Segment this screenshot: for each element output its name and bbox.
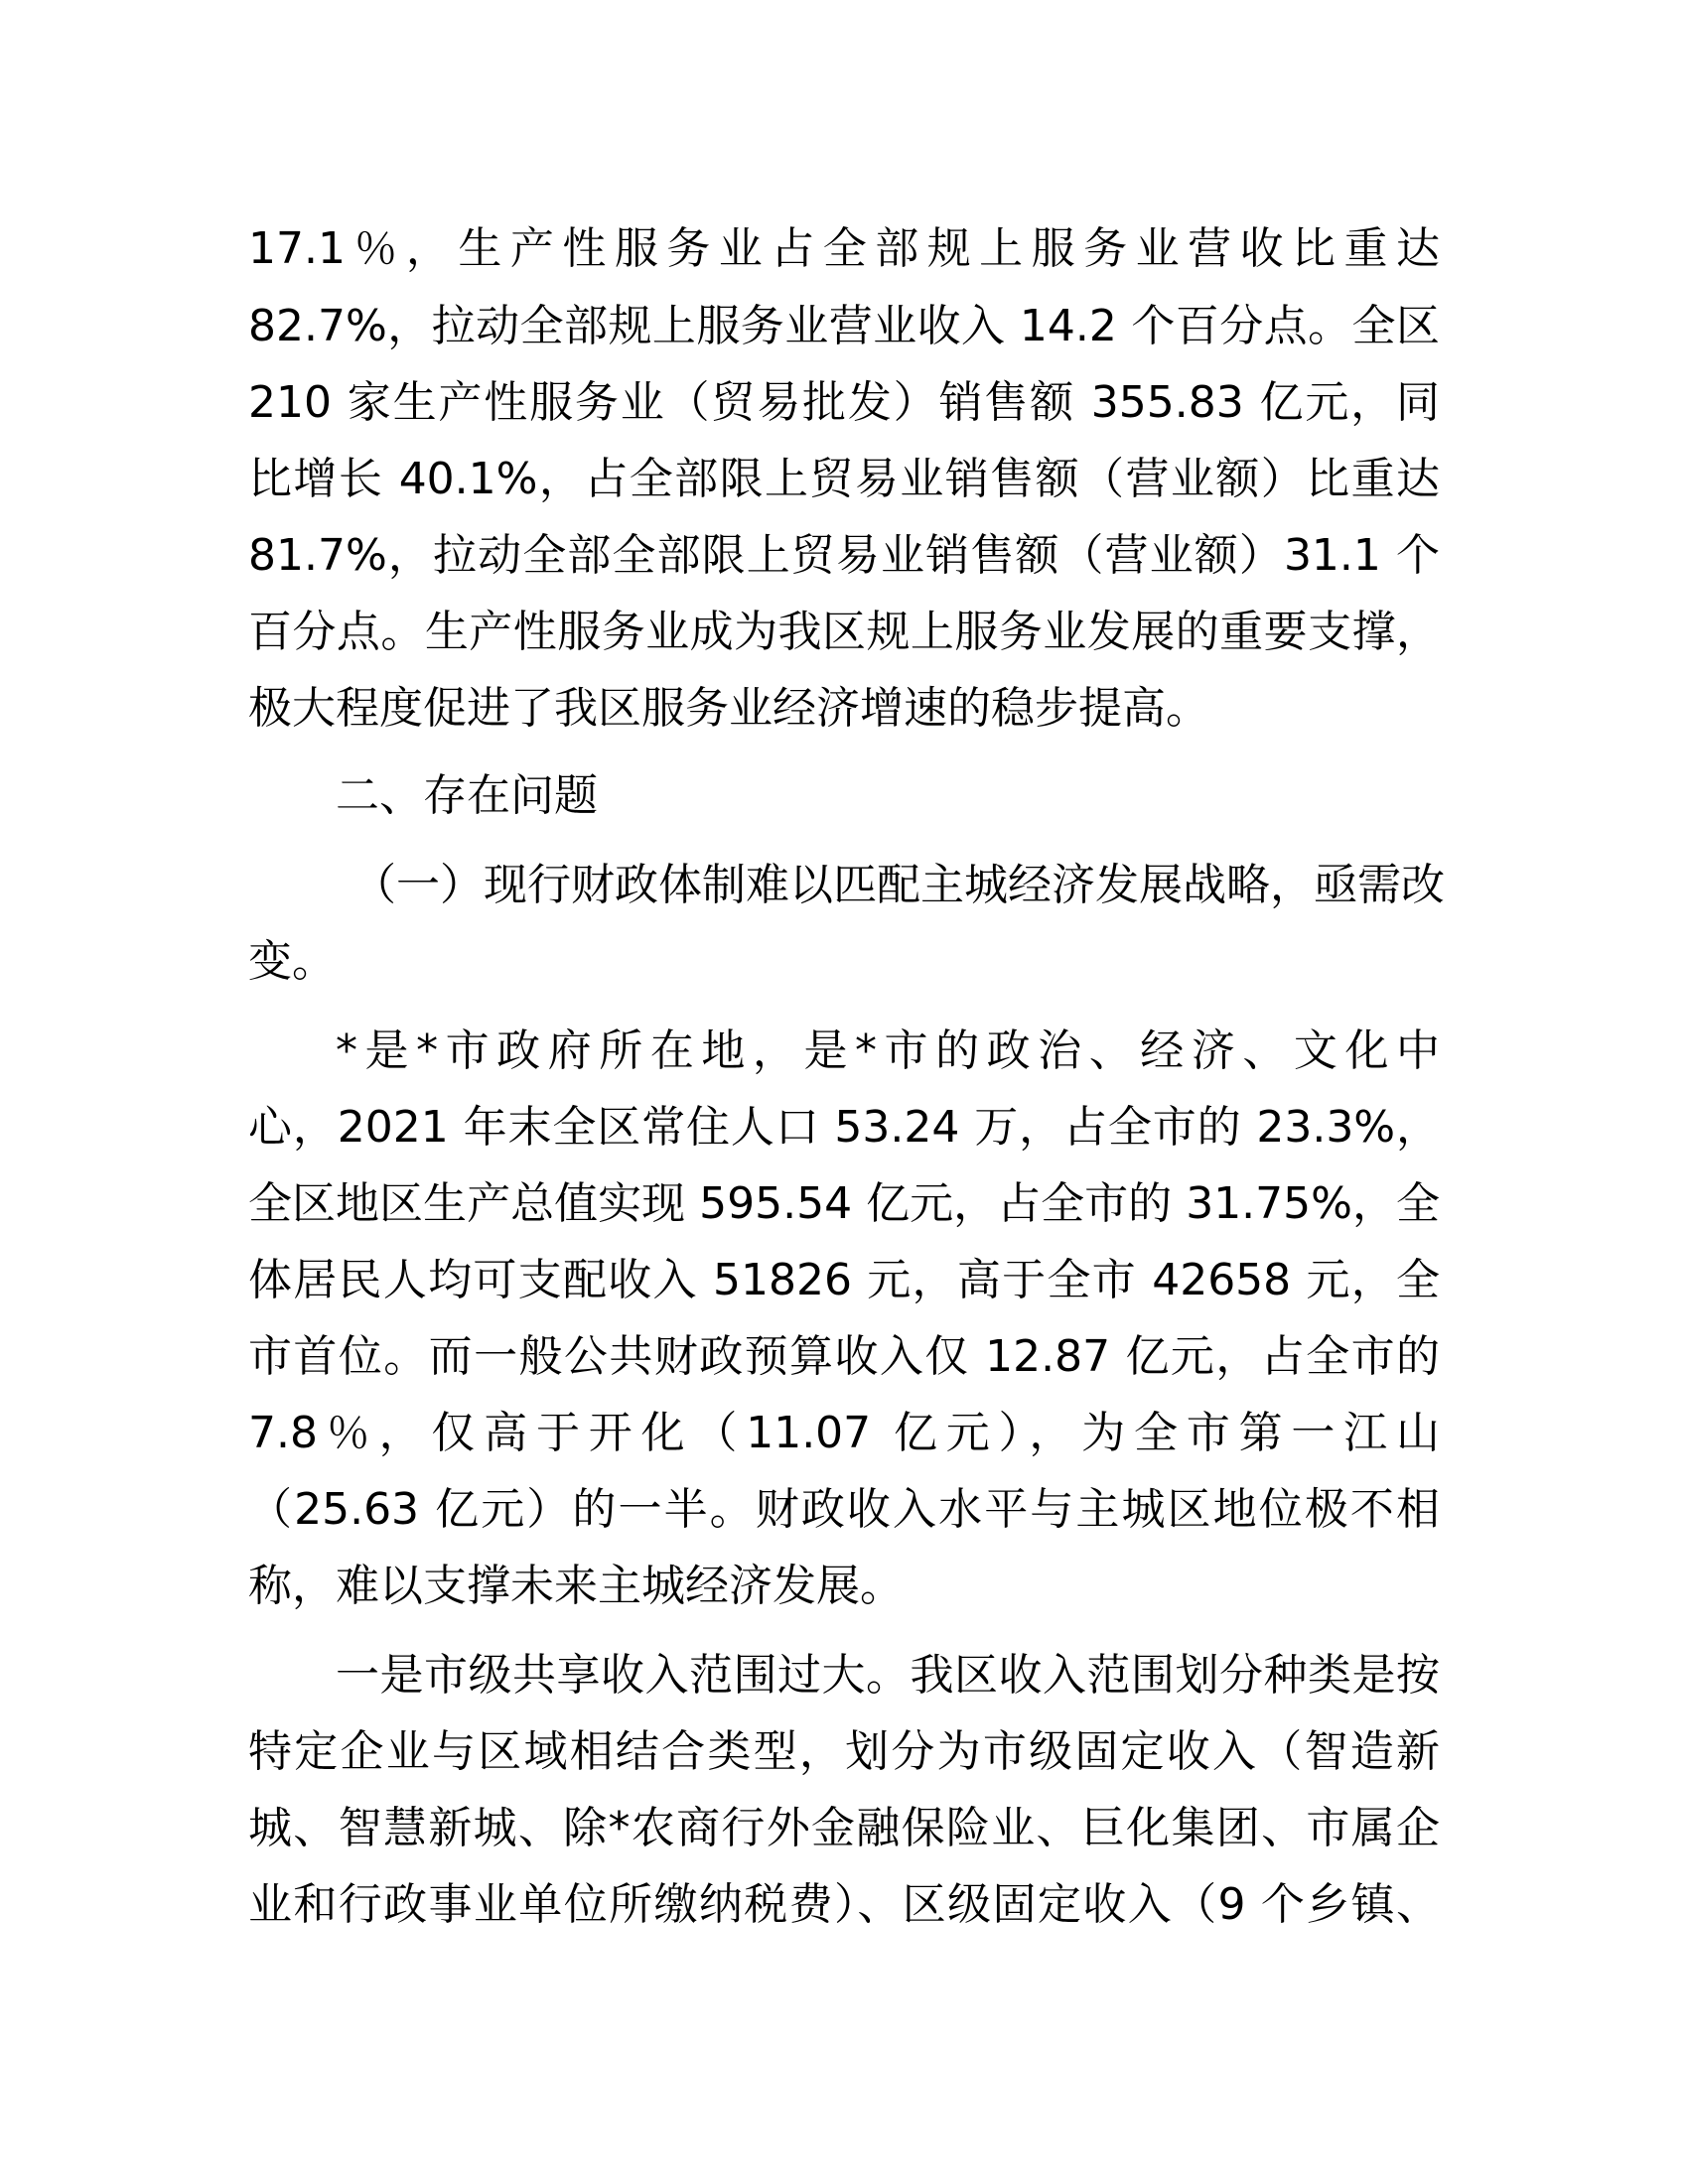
paragraph-1-line-1: 17.1％，生产性服务业占全部规上服务业营收比重达 xyxy=(248,223,1440,274)
paragraph-2-line-6: 7.8％，仅高于开化（11.07 亿元），为全市第一江山 xyxy=(248,1408,1440,1458)
paragraph-3-line-1: 一是市级共享收入范围过大。我区收入范围划分种类是按 xyxy=(336,1650,1440,1701)
subsection-heading-line-2: 变。 xyxy=(248,936,336,987)
paragraph-3-line-2: 特定企业与区域相结合类型，划分为市级固定收入（智造新 xyxy=(248,1726,1440,1777)
paragraph-2-line-2: 心，2021 年末全区常住人口 53.24 万，占全市的 23.3%， xyxy=(248,1102,1440,1153)
paragraph-2-line-3: 全区地区生产总值实现 595.54 亿元，占全市的 31.75%，全 xyxy=(248,1178,1440,1229)
paragraph-1-line-7: 极大程度促进了我区服务业经济增速的稳步提高。 xyxy=(248,683,1209,734)
paragraph-2-line-4: 体居民人均可支配收入 51826 元，高于全市 42658 元，全 xyxy=(248,1255,1440,1305)
paragraph-3-line-4: 业和行政事业单位所缴纳税费）、区级固定收入（9 个乡镇、 xyxy=(248,1879,1440,1930)
paragraph-1-line-2: 82.7%，拉动全部规上服务业营业收入 14.2 个百分点。全区 xyxy=(248,301,1440,351)
paragraph-1-line-4: 比增长 40.1%，占全部限上贸易业销售额（营业额）比重达 xyxy=(248,454,1440,504)
paragraph-2-line-7: （25.63 亿元）的一半。财政收入水平与主城区地位极不相 xyxy=(248,1484,1440,1535)
section-heading: 二、存在问题 xyxy=(336,770,598,821)
paragraph-2-line-8: 称，难以支撑未来主城经济发展。 xyxy=(248,1561,904,1611)
paragraph-2-line-5: 市首位。而一般公共财政预算收入仅 12.87 亿元，占全市的 xyxy=(248,1331,1440,1382)
paragraph-1-line-3: 210 家生产性服务业（贸易批发）销售额 355.83 亿元，同 xyxy=(248,377,1440,428)
subsection-heading-line-1: （一）现行财政体制难以匹配主城经济发展战略，亟需改 xyxy=(352,860,1445,910)
paragraph-1-line-6: 百分点。生产性服务业成为我区规上服务业发展的重要支撑， xyxy=(248,607,1440,657)
paragraph-1-line-5: 81.7%，拉动全部全部限上贸易业销售额（营业额）31.1 个 xyxy=(248,530,1440,581)
paragraph-3-line-3: 城、智慧新城、除*农商行外金融保险业、巨化集团、市属企 xyxy=(248,1803,1440,1853)
paragraph-2-line-1: *是*市政府所在地，是*市的政治、经济、文化中 xyxy=(336,1025,1440,1076)
